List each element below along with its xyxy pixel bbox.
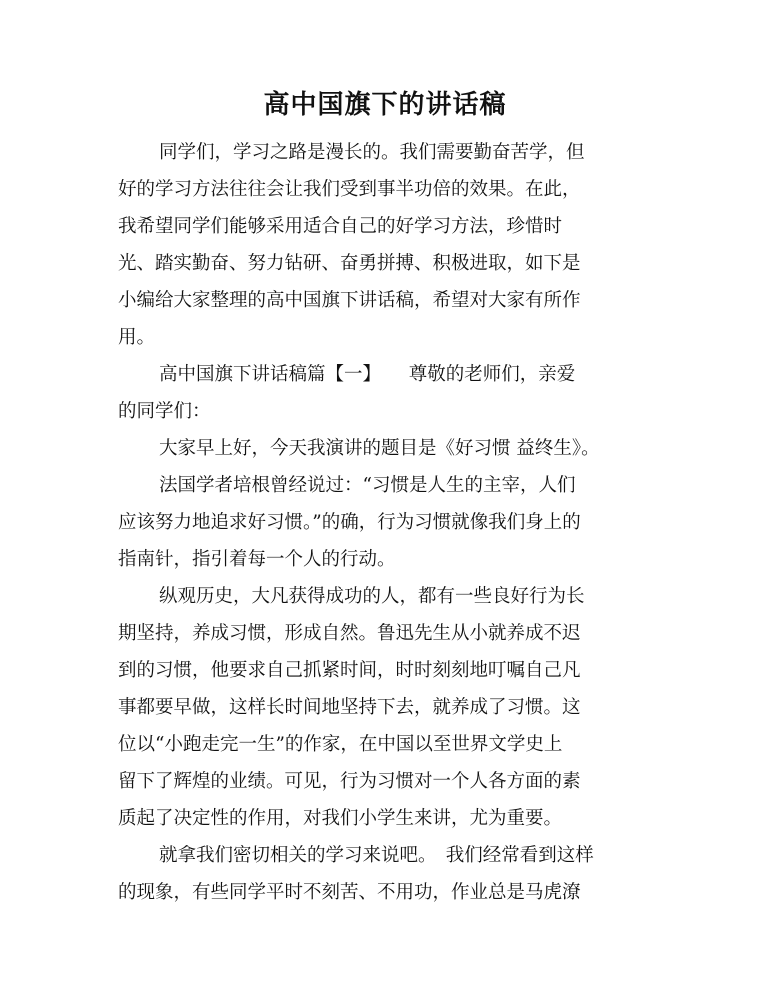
paragraph-line: 法国学者培根曾经说过：“习惯是人生的主宰，人们 [159, 475, 576, 496]
paragraph-line: 应该努力地追求好习惯。”的确，行为习惯就像我们身上的 [118, 512, 581, 533]
paragraph-line: 事都要早做，这样长时间地坚持下去，就养成了习惯。这 [118, 697, 581, 718]
paragraph-line: 高中国旗下讲话稿篇【一】 尊敬的老师们，亲爱 [159, 364, 576, 385]
paragraph-line: 质起了决定性的作用，对我们小学生来讲，尤为重要。 [118, 808, 563, 829]
paragraph-line: 用。 [118, 327, 156, 348]
paragraph-line: 好的学习方法往往会让我们受到事半功倍的效果。在此， [118, 179, 581, 200]
paragraph-line: 就拿我们密切相关的学习来说吧。 我们经常看到这样 [159, 845, 594, 866]
paragraph-line: 到的习惯，他要求自己抓紧时间，时时刻刻地叮嘱自己凡 [118, 660, 581, 681]
paragraph-line: 光、踏实勤奋、努力钻研、奋勇拼搏、积极进取，如下是 [118, 253, 581, 274]
paragraph-line: 我希望同学们能够采用适合自己的好学习方法，珍惜时 [118, 216, 563, 237]
paragraph-line: 纵观历史，大凡获得成功的人，都有一些良好行为长 [159, 586, 585, 607]
paragraph-line: 留下了辉煌的业绩。可见，行为习惯对一个人各方面的素 [118, 771, 581, 792]
paragraph-line: 同学们，学习之路是漫长的。我们需要勤奋苦学，但 [159, 142, 585, 163]
document-body [118, 134, 658, 911]
paragraph-line: 小编给大家整理的高中国旗下讲话稿，希望对大家有所作 [118, 290, 581, 311]
paragraph-line: 的现象，有些同学平时不刻苦、不用功，作业总是马虎潦 [118, 882, 581, 903]
document-title: 高中国旗下的讲话稿 [263, 90, 507, 120]
paragraph-line: 大家早上好，今天我演讲的题目是《好习惯 益终生》。 [159, 438, 600, 459]
paragraph-line: 的同学们： [118, 401, 211, 422]
paragraph-line: 指南针，指引着每一个人的行动。 [118, 549, 396, 570]
paragraph-line: 位以“小跑走完一生”的作家，在中国以至世界文学史上 [118, 734, 563, 755]
paragraph-line: 期坚持，养成习惯，形成自然。鲁迅先生从小就养成不迟 [118, 623, 581, 644]
